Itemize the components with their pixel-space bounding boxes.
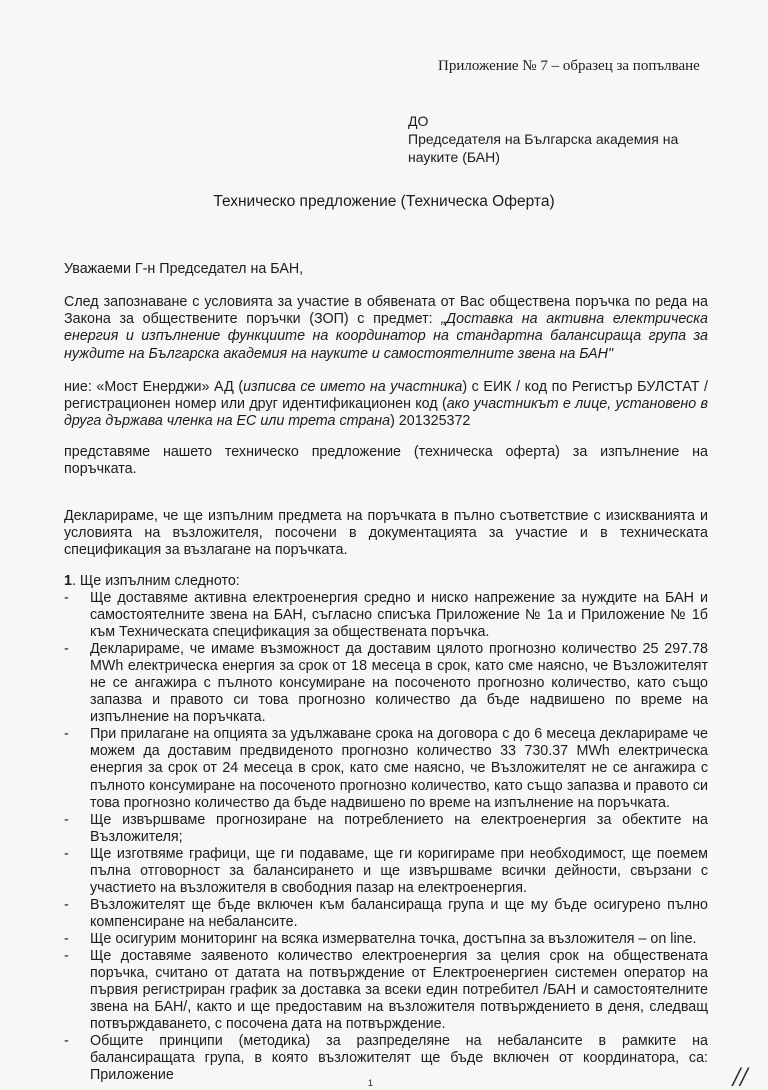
section-number: 1 bbox=[64, 573, 72, 589]
list-item bbox=[64, 931, 708, 948]
list-item-line: При прилагане на опцията за удължаване срока на договора с до 6 месеца декларираме че bbox=[90, 726, 708, 743]
list-item-line: Възложителят ще бъде включен към балансираща група и ще му бъде осигурено пълно bbox=[90, 896, 708, 913]
list-item-line: пълна отговорност за балансирането и ще извършваме всички дейности, свързани с bbox=[90, 862, 708, 879]
handwritten-mark: // bbox=[733, 1065, 748, 1090]
bullet-dash: - bbox=[64, 896, 69, 913]
intro-paragraph bbox=[64, 294, 708, 363]
greeting: Уважаеми Г-н Председател на БАН, bbox=[64, 261, 304, 277]
list-item-line: Декларираме, че имаме възможност да доставим цялото прогнозно количество 25 297.78 bbox=[90, 641, 708, 658]
list-item-line: компенсиране на небалансите. bbox=[90, 913, 298, 930]
list-item-line: Възложителя; bbox=[90, 828, 183, 845]
bidder-reg-hint: ако участникът е лице, установено в bbox=[446, 396, 708, 413]
addressee-block bbox=[408, 112, 738, 166]
subject-line-2: енергия и изпълнение функциите на координатор на стандартна балансираща група за bbox=[64, 328, 708, 345]
list-item-line: потвърждаването, с посочена дата на потвърждение. bbox=[90, 1016, 446, 1033]
bidder-paragraph bbox=[64, 379, 708, 431]
list-item bbox=[64, 812, 708, 846]
list-item-line: Общите принципи (методика) за разпределяне на небалансите в рамките на bbox=[90, 1033, 708, 1050]
list-item-line: поръчка, считано от датата на потвърждение от Електроенергиен системен оператор на bbox=[90, 965, 708, 982]
intro-line-2a: Закона за обществените поръчки (ЗОП) с предмет: bbox=[64, 311, 442, 328]
list-item-line: Ще осигурим мониторинг на всяка измервателна точка, достъпна за възложителя – on line. bbox=[90, 930, 697, 947]
bidder-name: ние: «Мост Енерджи» АД ( bbox=[64, 379, 244, 395]
list-item-line: Приложение bbox=[90, 1067, 174, 1084]
section-heading bbox=[64, 573, 240, 590]
list-item-line: енергия за срок от 24 месеца в срок, като сме наясно, че Възложителят не се ангажира с bbox=[90, 760, 708, 777]
bidder-line-2 bbox=[64, 396, 708, 413]
list-item-line: Ще извършваме прогнозиране на потреблението на електроенергия за обектите на bbox=[90, 811, 708, 828]
list-item-line: запазва и правото си това прогнозно количество да бъде надвишено по време на bbox=[90, 692, 708, 709]
present-line-1: представяме нашето техническо предложение (техническа оферта) за изпълнение на bbox=[64, 444, 708, 460]
addressee-line-2: науките (БАН) bbox=[408, 149, 500, 165]
declare-line-1: Декларираме, че ще изпълним предмета на поръчката в пълно съответствие с изискванията и bbox=[64, 508, 708, 524]
declare-line-3: спецификация за възлагане на поръчката. bbox=[64, 542, 348, 559]
bullet-dash: - bbox=[64, 947, 69, 964]
list-item-line: първия регистриран график за доставка за всеки един потребител /БАН и самостоятелните bbox=[90, 982, 708, 999]
intro-line-1: След запознаване с условията за участие в обявената от Вас обществена поръчка по реда на bbox=[64, 294, 708, 310]
bullet-dash: - bbox=[64, 845, 69, 862]
bullet-dash: - bbox=[64, 726, 69, 743]
list-item-line: това прогнозно количество да бъде надвишено по време на изпълнение на поръчката. bbox=[90, 794, 670, 811]
list-item-line: MWh електрическа енергия за срок от 18 месеца в срок, като сме наясно, че Възложителят bbox=[90, 658, 708, 675]
list-item-line: балансиращата група, в която възложителят ще бъде включен от координатора, са: bbox=[90, 1050, 708, 1067]
declare-line-2: условията на възложителя, посочени в документацията за участие и в техническата bbox=[64, 525, 708, 542]
bidder-eik-label: ) с ЕИК / код по Регистър БУЛСТАТ / bbox=[462, 379, 709, 395]
annex-label: Приложение № 7 – образец за попълване bbox=[438, 58, 700, 74]
bullet-dash: - bbox=[64, 811, 69, 828]
bullet-dash: - bbox=[64, 1033, 69, 1050]
subject-start: „Доставка на активна електрическа bbox=[441, 311, 709, 328]
present-paragraph bbox=[64, 444, 708, 478]
declare-paragraph bbox=[64, 508, 708, 560]
document-title: Техническо предложение (Техническа Оферта) bbox=[213, 193, 555, 210]
bidder-line-3 bbox=[64, 413, 708, 430]
bidder-reg-label: регистрационен номер или друг идентификационен код ( bbox=[64, 396, 447, 413]
list-item-line: към Техническата спецификация за обществената поръчка. bbox=[90, 624, 490, 641]
list-item bbox=[64, 948, 708, 1033]
bullet-dash: - bbox=[64, 641, 69, 658]
intro-line-2 bbox=[64, 311, 708, 328]
list-item bbox=[64, 846, 708, 897]
list-item bbox=[64, 726, 708, 811]
list-item-line: не се ангажира с пълното консумиране на посоченото прогнозно количество, като също bbox=[90, 675, 708, 692]
list-item-line: пълното консумиране на посоченото прогнозно количество, като също запазва и правото си bbox=[90, 777, 708, 794]
bidder-reg-hint-2: друга държава членка на ЕС или трета страна bbox=[64, 413, 391, 430]
section-label: . Ще изпълним следното: bbox=[71, 573, 240, 589]
list-item-line: самостоятелните звена на БАН, съгласно списъка Приложение № 1а и Приложение № 1б bbox=[90, 607, 708, 624]
list-item-line: участието на възложителя в свободния пазар на електроенергия. bbox=[90, 879, 527, 896]
present-line-2: поръчката. bbox=[64, 461, 137, 478]
list-item bbox=[64, 590, 708, 641]
list-item-line: изпълнение на поръчката. bbox=[90, 709, 266, 726]
page-number: 1 bbox=[368, 1078, 374, 1088]
list-item-line: можем да доставим предвиденото прогнозно количество 33 730.37 MWh електрическа bbox=[90, 743, 708, 760]
obligations-list bbox=[64, 590, 708, 1084]
list-item bbox=[64, 641, 708, 726]
subject-line-3: нуждите на Българска академия на науките и самостоятелните звена на БАН" bbox=[64, 345, 614, 362]
bidder-line-1 bbox=[64, 379, 708, 396]
list-item-line: звена на БАН/, както и ще предоставим на възложителя потвърждението в деня, следващ bbox=[90, 999, 708, 1016]
addressee-to: ДО bbox=[408, 113, 429, 129]
list-item-line: Ще доставяме активна електроенергия средно и ниско напрежение за нуждите на БАН и bbox=[90, 590, 708, 606]
bidder-hint: изписва се името на участника bbox=[243, 379, 463, 395]
addressee-line-1: Председателя на Българска академия на bbox=[408, 131, 679, 147]
bidder-eik-value: ) 201325372 bbox=[390, 413, 471, 430]
list-item bbox=[64, 897, 708, 931]
bullet-dash: - bbox=[64, 590, 69, 606]
list-item-line: Ще изготвяме графици, ще ги подаваме, ще ги коригираме при необходимост, ще поемем bbox=[90, 845, 708, 862]
list-item-line: Ще доставяме заявеното количество електроенергия за целия срок на обществената bbox=[90, 947, 708, 964]
list-item bbox=[64, 1033, 708, 1084]
bullet-dash: - bbox=[64, 930, 69, 947]
